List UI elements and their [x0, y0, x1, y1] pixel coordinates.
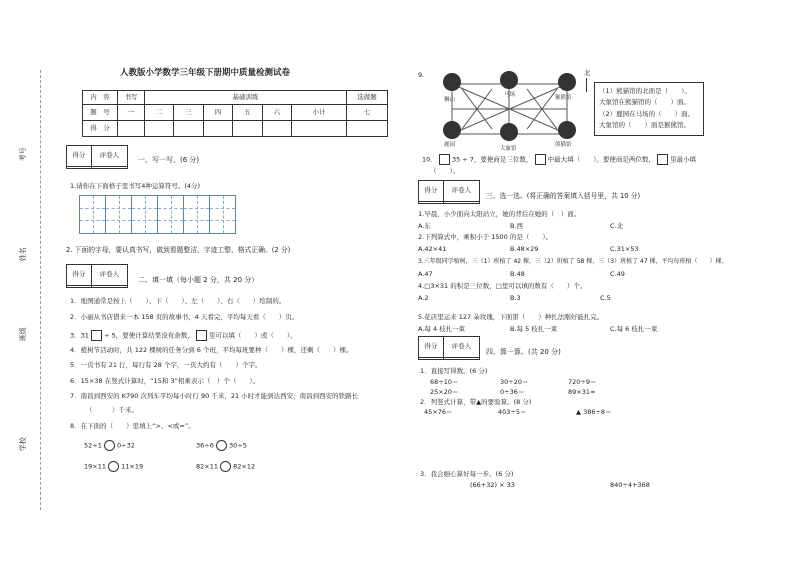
step-2: 840÷4+368	[610, 481, 650, 489]
compare-circle[interactable]	[216, 440, 227, 451]
choice-5c: C.每 6 枝扎一束	[610, 325, 658, 333]
fill-item-3c: 里可以填（ ）或（ ）。	[208, 331, 297, 340]
binding-line	[40, 70, 41, 510]
grid-cell[interactable]	[209, 195, 236, 234]
grader-box-1	[66, 145, 128, 169]
calc-1: 68÷10＝	[430, 378, 459, 386]
cmp-left: 19×11	[84, 462, 106, 471]
section1-q2: 2. 下面的字母，要认真书写，做到看题整洁、字迹工整、格式正确。(2 分)	[66, 246, 291, 254]
blank-box[interactable]	[657, 154, 668, 165]
place-horse: 马场	[504, 92, 516, 98]
place-elephant: 大象馆	[500, 146, 517, 152]
cell: 得 分	[83, 121, 118, 137]
choice-3: 3.三年级同学植树，三（1）班植了 42 棵，三（2）班植了 58 棵，三（3）班植了 47 棵，平均每班植（ ）棵。	[418, 258, 728, 265]
q9-line1: （1）熊猫馆的北面是（ ）。	[599, 87, 691, 95]
cell: 小计	[292, 105, 347, 121]
north-label: 北	[584, 69, 591, 77]
place-lion: 狮山	[444, 97, 456, 103]
grader-score: 得分	[67, 146, 92, 167]
calc-5: 0÷36＝	[500, 388, 525, 396]
fill-item-7: 7．南昌到西安的 K790 次列车平均每小时行 90 千米，21 小时才能到达西安，南昌到西安的铁路长	[70, 392, 359, 400]
writing-grid	[80, 195, 236, 234]
cmp-left: 82×11	[196, 462, 218, 471]
grader-name: 评卷人	[91, 146, 127, 167]
cell: 选做题	[347, 91, 388, 105]
s4-q1: 1．直接写得数。(6 分)	[420, 367, 488, 375]
cell: 四	[203, 105, 232, 121]
q10-text2: 中最大填（ ）。要使商是两位数，	[547, 155, 655, 164]
monkey-icon	[558, 73, 576, 91]
grader-box-3	[418, 180, 480, 204]
grader-name: 评卷人	[443, 337, 479, 358]
grid-cell[interactable]	[157, 195, 184, 234]
blank-box[interactable]	[91, 330, 102, 341]
grader-name: 评卷人	[91, 265, 127, 286]
choice-1a: A.东	[418, 222, 431, 230]
cmp-right: 82×12	[233, 462, 256, 471]
score-table	[82, 90, 388, 137]
choice-1c: C.北	[610, 222, 624, 230]
compare-circle[interactable]	[220, 461, 231, 472]
cell: 二	[145, 105, 174, 121]
q9-line2: 大象馆在熊猫馆的（ ）面。	[599, 98, 690, 106]
vert-2: 403÷5＝	[498, 408, 527, 416]
side-label-name: 姓名	[18, 247, 27, 262]
blank-box[interactable]	[196, 330, 207, 341]
choice-3a: A.47	[418, 270, 433, 278]
cell: 一	[118, 105, 145, 121]
calc-2: 30÷20＝	[500, 378, 529, 386]
cell: 五	[233, 105, 262, 121]
fill-item-5: 5．一页书有 21 行，每行有 28 个字，一页大约有（ ）个字。	[70, 361, 262, 369]
compare-circle[interactable]	[104, 440, 115, 451]
fill-item-3b: ÷ 5，要使计算结果没有余数，	[104, 331, 194, 340]
q10-text: 35 ÷ 7，要使商是三位数，	[451, 155, 533, 164]
side-label-school: 学校	[18, 437, 27, 452]
fill-item-4: 4．植树节活动时，共 122 棵树的任务分到 6 个班，平均每班要种（ ）棵，还剩（ ）棵。	[70, 346, 353, 354]
grid-cell[interactable]	[183, 195, 210, 234]
q9-label: 9.	[418, 71, 425, 79]
calc-6: 89×31≈	[568, 388, 596, 396]
q10-text3: 里最小填	[670, 155, 696, 164]
fill-item-8: 8．在下面的（ ）里填上“>、<或=”。	[70, 422, 195, 430]
choice-2a: A.42×41	[418, 245, 447, 253]
q9-question-box	[594, 82, 704, 136]
panda-icon	[558, 121, 576, 139]
cell: 内 容	[83, 91, 118, 105]
grid-cell[interactable]	[105, 195, 132, 234]
grid-cell[interactable]	[79, 195, 106, 234]
choice-4b: B.3	[510, 294, 521, 302]
cell: 三	[174, 105, 203, 121]
section3-title: 三、选一选。(将正确的答案填入括号里，共 10 分)	[486, 192, 641, 200]
cell: 基础训练	[145, 91, 347, 105]
compare-4	[196, 461, 255, 472]
cmp-left: 36÷6	[196, 441, 214, 450]
choice-4c: C.5	[600, 294, 611, 302]
compare-2	[196, 440, 247, 451]
vert-3: ▲ 386÷8＝	[576, 408, 612, 416]
choice-5: 5.花店里运来 127 朵玫瑰，下面第（ ）种扎法刚好能扎完。	[418, 313, 604, 321]
choice-5b: B.每 5 枝扎一束	[510, 325, 558, 333]
cmp-right: 30÷5	[229, 441, 247, 450]
q10-num: 10．	[422, 155, 437, 164]
cell: 书写	[118, 91, 145, 105]
choice-2b: B.48×29	[510, 245, 539, 253]
choice-2: 2.下列算式中，乘积小于 1500 的是（ ）。	[418, 233, 553, 241]
grader-score: 得分	[419, 337, 444, 358]
grid-cell[interactable]	[131, 195, 158, 234]
cmp-left: 52÷1	[84, 441, 102, 450]
blank-box[interactable]	[439, 154, 450, 165]
choice-5a: A.每 4 枝扎一束	[418, 325, 466, 333]
q10	[422, 154, 696, 165]
fill-item-6: 6．15×38 在竖式计算时，“15和 3”相乘表示（ ）个（ ）。	[70, 377, 260, 385]
place-monkey: 猴熊馆	[555, 95, 572, 101]
grader-box-2	[66, 264, 128, 288]
cmp-right: 11×19	[121, 462, 144, 471]
choice-2c: C.31×53	[610, 245, 639, 253]
choice-1b: B.西	[510, 222, 524, 230]
section2-title: 二、填一填（每小题 2 分，共 20 分）	[138, 276, 259, 284]
compare-circle[interactable]	[108, 461, 119, 472]
section1-q1: 1.请你在下面格子里书写4种运算符号。(4分)	[70, 182, 201, 190]
elephant-icon	[500, 123, 518, 141]
blank-box[interactable]	[535, 154, 546, 165]
place-panda: 熊猫馆	[555, 142, 572, 148]
calc-3: 720÷9＝	[568, 378, 597, 386]
q10-blank: （ ）。	[430, 167, 460, 175]
page-title: 人教版小学数学三年级下册期中质量检测试卷	[120, 68, 291, 78]
place-deer: 鹿园	[444, 142, 456, 148]
side-label-class: 班级	[18, 327, 27, 342]
lion-icon	[443, 73, 461, 91]
choice-4a: A.2	[418, 294, 429, 302]
fill-item-7b: （ ）千米。	[86, 406, 138, 414]
grader-score: 得分	[67, 265, 92, 286]
compare-1	[84, 440, 135, 451]
cell: 七	[347, 105, 388, 121]
cell: 六	[262, 105, 291, 121]
fill-item-3a: 3．31	[70, 331, 89, 340]
choice-3c: C.49	[610, 270, 625, 278]
compare-3	[84, 461, 143, 472]
vert-1: 45×76＝	[424, 408, 453, 416]
s4-q2: 2．列竖式计算，带▲的要验算。(8 分)	[420, 398, 532, 406]
section4-title: 四、算一算。(共 20 分)	[486, 348, 561, 356]
grader-name: 评卷人	[443, 181, 479, 202]
choice-4: 4.□3×31 的积是三位数，□里可以填的数有（ ）个。	[418, 282, 587, 290]
s4-q3: 3．我会细心算好每一步。(6 分)	[420, 470, 514, 478]
q9-line3: （2）鹿园在马场的（ ）面。	[599, 110, 695, 118]
choice-3b: B.48	[510, 270, 525, 278]
section1-title: 一、写一写。(6 分)	[138, 156, 200, 164]
north-arrow-icon	[586, 78, 587, 92]
choice-1: 1.早晨，小少面向太阳站立，她的背后在她的（ ）面。	[418, 210, 581, 218]
cmp-right: 0÷32	[117, 441, 135, 450]
fill-item-2: 2．小丽从书店借来一本 158 页的故事书，4 天看完，平均每天看（ ）页。	[70, 313, 299, 321]
grader-score: 得分	[419, 181, 444, 202]
side-label-num: 考号	[18, 147, 27, 162]
calc-4: 25×20＝	[430, 388, 459, 396]
grader-box-4	[418, 336, 480, 360]
step-1: (66+32) × 33	[470, 481, 515, 489]
deer-icon	[443, 121, 461, 139]
q9-line4: 大象馆的（ ）面是猴熊馆。	[599, 121, 690, 129]
fill-item-1: 1．地图通常是按上（ ）、下（ ）、左（ ）、右（ ）绘制的。	[70, 297, 286, 305]
horse-icon	[500, 71, 518, 89]
cell: 题 号	[83, 105, 118, 121]
fill-item-3	[70, 330, 297, 341]
